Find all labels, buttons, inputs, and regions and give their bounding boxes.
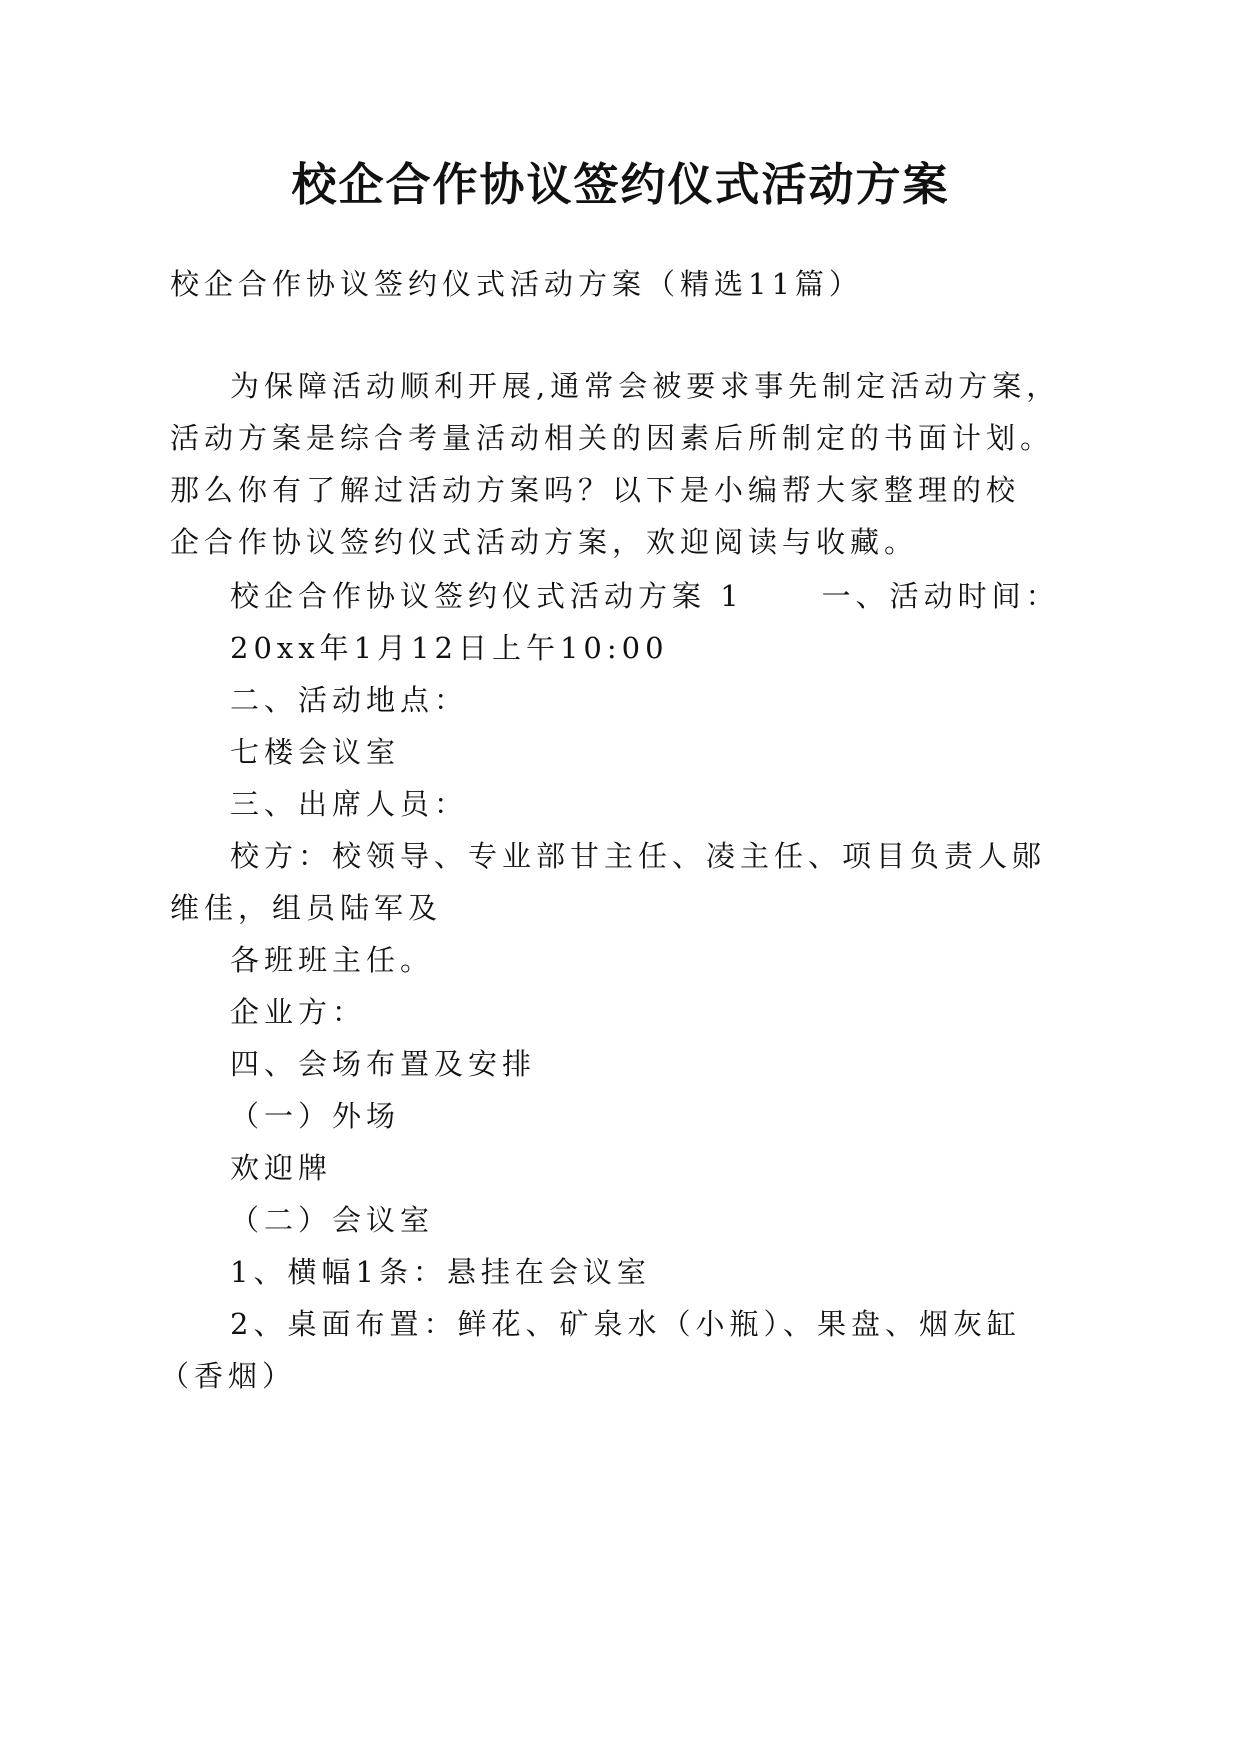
meeting-room-item-2: 2、桌面布置：鲜花、矿泉水（小瓶）、果盘、烟灰缸 <box>230 1307 1021 1341</box>
intro-line-3: 那么你有了解过活动方案吗？以下是小编帮大家整理的校 <box>170 473 1021 507</box>
place-label: 二、活动地点： <box>230 683 469 717</box>
intro-line-4: 企合作协议签约仪式活动方案，欢迎阅读与收藏。 <box>170 525 919 559</box>
outer-venue-item: 欢迎牌 <box>230 1151 333 1185</box>
section-1-heading: 校企合作协议签约仪式活动方案 1 <box>230 579 744 613</box>
document-subtitle: 校企合作协议签约仪式活动方案（精选11篇） <box>170 267 863 301</box>
intro-line-1: 为保障活动顺利开展,通常会被要求事先制定活动方案， <box>230 369 1061 403</box>
school-side-line-2: 维佳，组员陆军及 <box>170 891 443 925</box>
time-value: 20xx年1月12日上午10:00 <box>230 631 669 665</box>
intro-line-2: 活动方案是综合考量活动相关的因素后所制定的书面计划。 <box>170 421 1055 455</box>
outer-venue-label: （一）外场 <box>230 1099 401 1133</box>
section-1-heading-line <box>230 576 1060 616</box>
venue-label: 四、会场布置及安排 <box>230 1047 537 1081</box>
meeting-room-item-1: 1、横幅1条：悬挂在会议室 <box>230 1255 651 1289</box>
meeting-room-label: （二）会议室 <box>230 1203 435 1237</box>
school-side-line-1: 校方：校领导、专业部甘主任、凌主任、项目负责人郧 <box>230 839 1047 873</box>
document-title: 校企合作协议签约仪式活动方案 <box>291 158 950 211</box>
meeting-room-item-2-continued: （香烟） <box>160 1359 297 1393</box>
company-side-label: 企业方： <box>230 995 367 1029</box>
time-label: 一、活动时间： <box>821 579 1060 613</box>
place-value: 七楼会议室 <box>230 735 401 769</box>
attendees-label: 三、出席人员： <box>230 787 469 821</box>
school-side-line-3: 各班班主任。 <box>230 943 435 977</box>
